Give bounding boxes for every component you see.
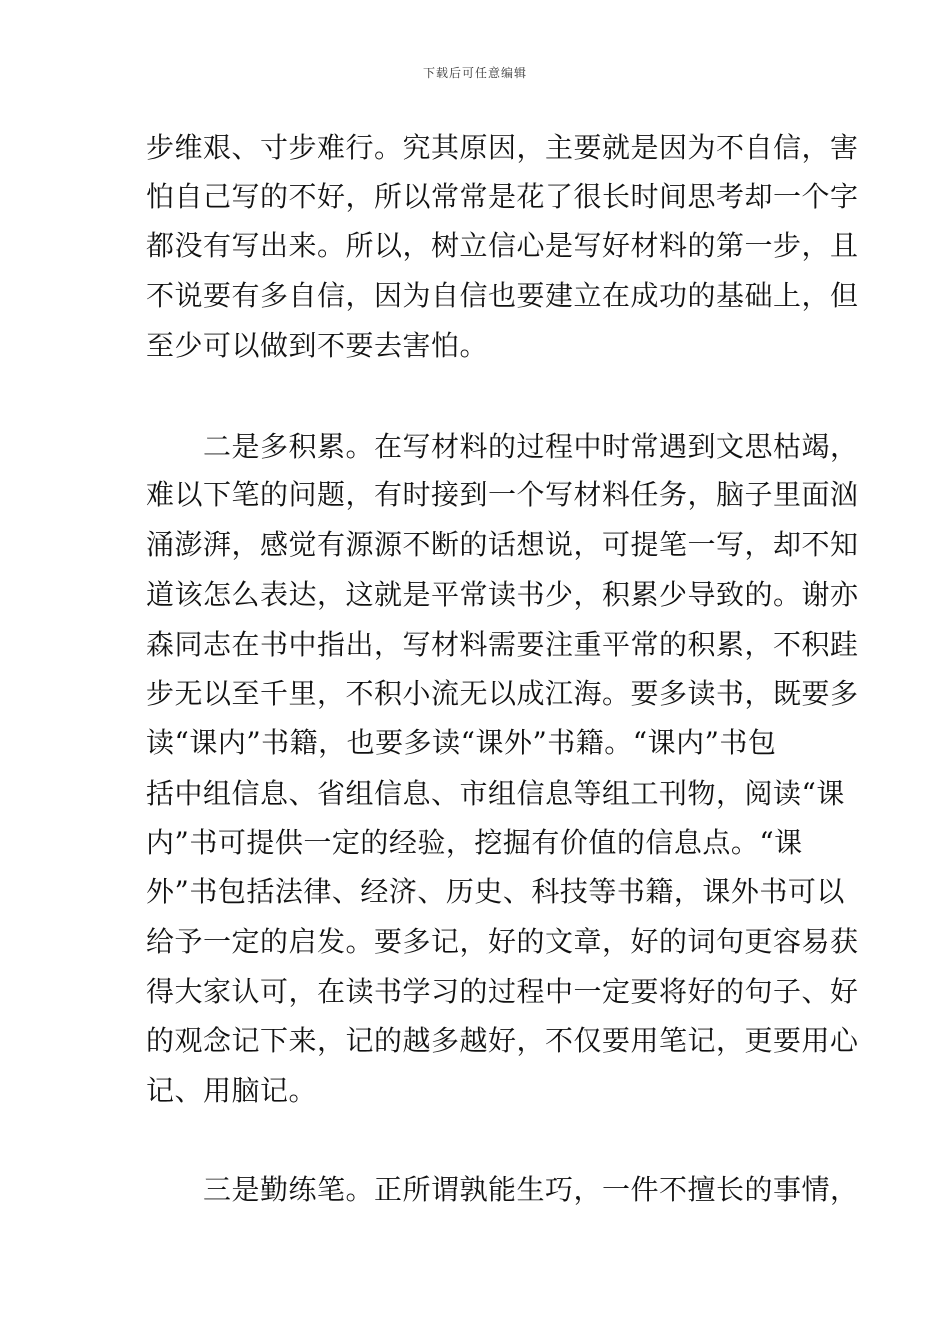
body-line: 的观念记下来，记的越多越好，不仅要用笔记，更要用心 [146,1024,859,1057]
body-line: 怕自己写的不好，所以常常是花了很长时间思考却一个字 [146,180,859,213]
body-line: 步维艰、寸步难行。究其原因，主要就是因为不自信，害 [146,131,859,164]
body-line: 得大家认可，在读书学习的过程中一定要将好的句子、好 [146,975,859,1008]
body-line: 涌澎湃，感觉有源源不断的话想说，可提笔一写，却不知 [146,528,859,561]
body-line: 难以下笔的问题，有时接到一个写材料任务，脑子里面汹 [146,478,859,511]
body-line: 都没有写出来。所以，树立信心是写好材料的第一步，且 [146,229,859,262]
body-line: 括中组信息、省组信息、市组信息等组工刊物，阅读“课 [146,777,845,810]
body-line: 二是多积累。在写材料的过程中时常遇到文思枯竭， [146,430,859,463]
body-line: 内”书可提供一定的经验，挖掘有价值的信息点。“课 [146,826,803,859]
header-note: 下载后可任意编辑 [422,66,527,80]
body-line: 记、用脑记。 [146,1074,318,1107]
body-line: 道该怎么表达，这就是平常读书少，积累少导致的。谢亦 [146,578,859,611]
body-line: 不说要有多自信，因为自信也要建立在成功的基础上，但 [146,279,859,312]
body-line: 森同志在书中指出，写材料需要注重平常的积累，不积跬 [146,628,859,661]
body-line: 读“课内”书籍，也要多读“课外”书籍。“课内”书包 [146,726,777,759]
body-line: 给予一定的启发。要多记，好的文章，好的词句更容易获 [146,925,859,958]
body-line: 至少可以做到不要去害怕。 [146,329,489,362]
body-line: 步无以至千里，不积小流无以成江海。要多读书，既要多 [146,677,859,710]
body-line: 外”书包括法律、经济、历史、科技等书籍，课外书可以 [146,875,845,908]
body-line: 三是勤练笔。正所谓孰能生巧，一件不擅长的事情， [146,1173,859,1206]
